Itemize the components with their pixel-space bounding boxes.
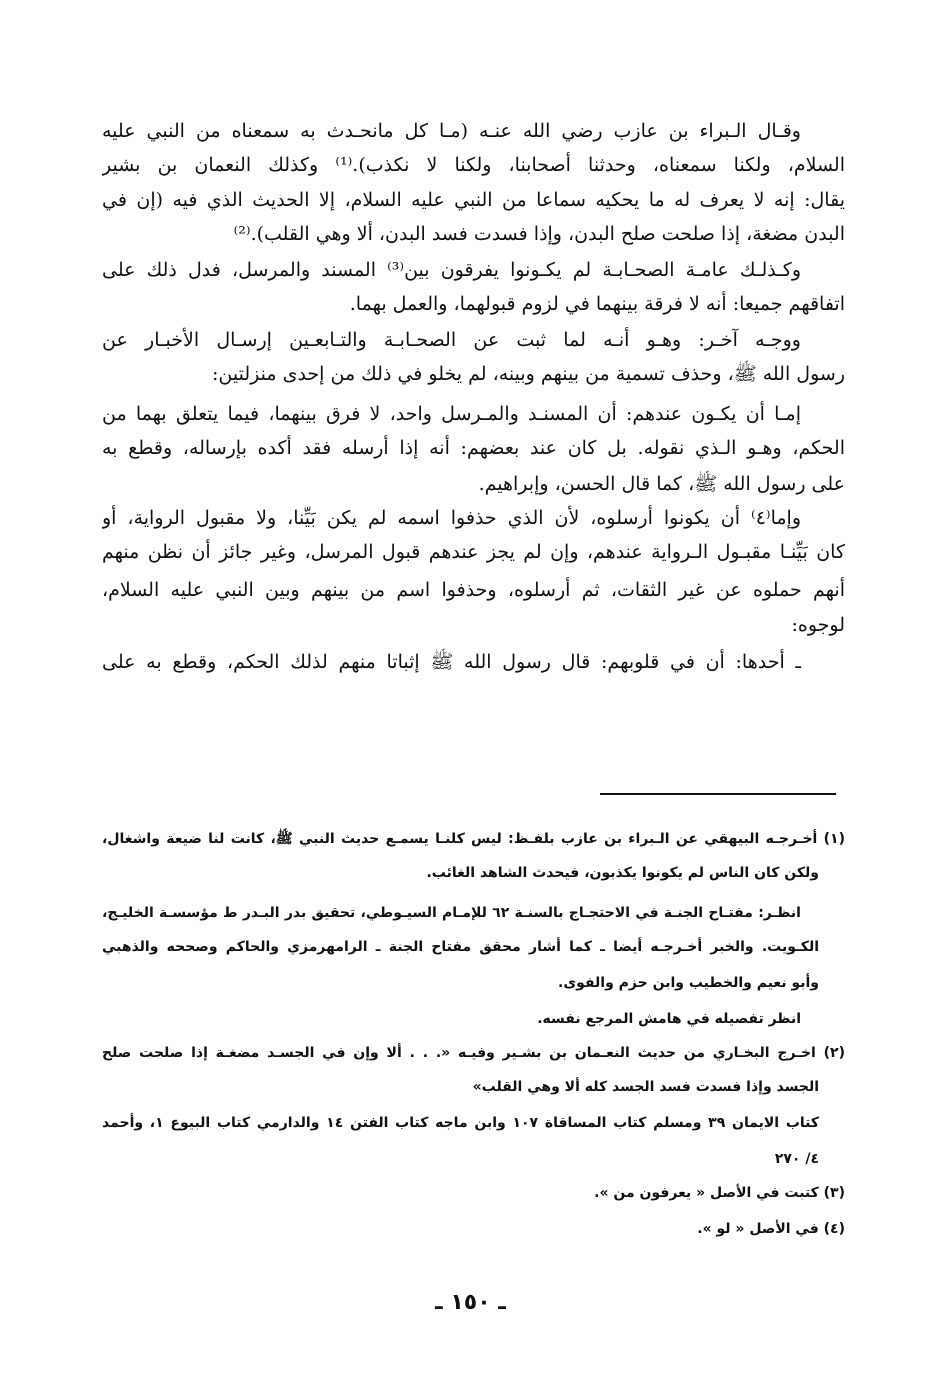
text-line: يقال: إنه لا يعرف له ما يحكيه سماعا من النبي عليه السلام، إلا الحديث الذي فيه (إن في [102, 189, 845, 211]
text-line: إمـا أن يكـون عندهم: أن المسنـد والمـرسل واحد، لا فرق بينهما، فيما يتعلق بهما من [102, 403, 801, 425]
text-line: وإما⁽٤⁾ أن يكونوا أرسلوه، لأن الذي حذفوا اسمه لم يكن بَيِّنا، ولا مقبول الرواية، أو [102, 507, 801, 529]
text-line: اتفاقهم جميعا: أنه لا فرقة بينهما في لزوم قبولهما، والعمل بهما. [349, 293, 845, 315]
footnote-line: ٤/ ٢٧٠ [774, 1151, 819, 1167]
text-line: البدن مضغة، إذا صلحت صلح البدن، وإذا فسدت فسد البدن، ألا وهي القلب).⁽²⁾ [233, 223, 845, 245]
footnote-separator [600, 793, 836, 795]
footnote-line: وأبو نعيم والخطيب وابن حزم والفوى. [558, 975, 819, 991]
footnote-line: (٤) في الأصل « لو ». [697, 1221, 845, 1237]
text-line: الحكم، وهـو الـذي نقوله. بل كان عند بعضهم: أنه إذا أرسله فقد أكده بإرساله، وقطع به [102, 437, 845, 459]
text-line: لوجوه: [791, 614, 845, 636]
footnote-line: انظـر: مفتـاح الجنـة في الاحتجـاج بالسنـة ٦٢ للإمـام السيـوطي، تحقيق بدر البـدر ط مؤسسـة الخليـج، [102, 905, 801, 921]
text-line: رسول الله ﷺ، وحذف تسمية من بينهم وبينه، لم يخلو في ذلك من إحدى منزلتين: [212, 363, 845, 385]
text-line: السلام، ولكنا سمعناه، وحدثنا أصحابنا، ولكنا لا نكذب).⁽¹⁾ وكذلك النعمان بن بشير [102, 154, 845, 176]
footnote-line: ولكن كان الناس لم يكونوا يكذبون، فيحدث الشاهد الغائب. [426, 865, 819, 881]
footnote-line: انظر تفصيله في هامش المرجع نفسه. [537, 1011, 801, 1027]
text-line: وقـال الـبراء بن عازب رضي الله عنـه (مـا كل مانحـدث به سمعناه من النبي عليه [102, 120, 801, 142]
footnote-line: (١) أخـرجـه البيهقي عن الـبراء بن عازب بلفـظ: ليس كلنـا يسمـع حديث النبي ﷺ، كانت لنا ضيعة واشغال، [102, 831, 845, 847]
footnote-line: (٣) كتبت في الأصل « يعرفون من ». [594, 1185, 845, 1201]
page-number: ـ ١٥٠ ـ [435, 1290, 506, 1315]
text-line: وكـذلـك عامـة الصحـابـة لم يكـونوا يفرقون بين⁽³⁾ المسند والمرسل، فدل ذلك على [102, 259, 801, 281]
footnote-line: الجسد وإذا فسدت فسد الجسد كله ألا وهي القلب» [472, 1079, 819, 1095]
text-line: على رسول الله ﷺ، كما قال الحسن، وإبراهيم. [478, 473, 845, 495]
footnote-line: كتاب الايمان ٣٩ ومسلم كتاب المساقاة ١٠٧ وابن ماجه كتاب الفتن ١٤ والدارمي كتاب البيوع ١، وأحمد [102, 1115, 819, 1131]
text-line: ـ أحدها: أن في قلوبهم: قال رسول الله ﷺ إثباتا منهم لذلك الحكم، وقطع به على [102, 651, 801, 673]
footnote-line: الكـويت. والخبر أخـرجـه أيضا ـ كما أشار محقق مفتاح الجنة ـ الرامهرمزي والحاكم وصححه والذهبي [102, 939, 819, 955]
footnote-line: (٢) اخـرج البخـاري من حديث النعـمان بن بشـير وفيـه «. . . ألا وإن في الجسـد مضغـة إذا صلحت صلح [102, 1045, 845, 1061]
text-line: كان بَيِّنـا مقبـول الـرواية عندهم، وإن لم يجز عندهم قبول المرسل، وغير جائز أن نظن منهم [102, 541, 845, 563]
text-line: ووجـه آخـر: وهـو أنـه لما ثبت عن الصحـابـة والتـابعـين إرسـال الأخبـار عن [102, 329, 801, 351]
text-line: أنهم حملوه عن غير الثقات، ثم أرسلوه، وحذفوا اسم من بينهم وبين النبي عليه السلام، [102, 579, 845, 601]
